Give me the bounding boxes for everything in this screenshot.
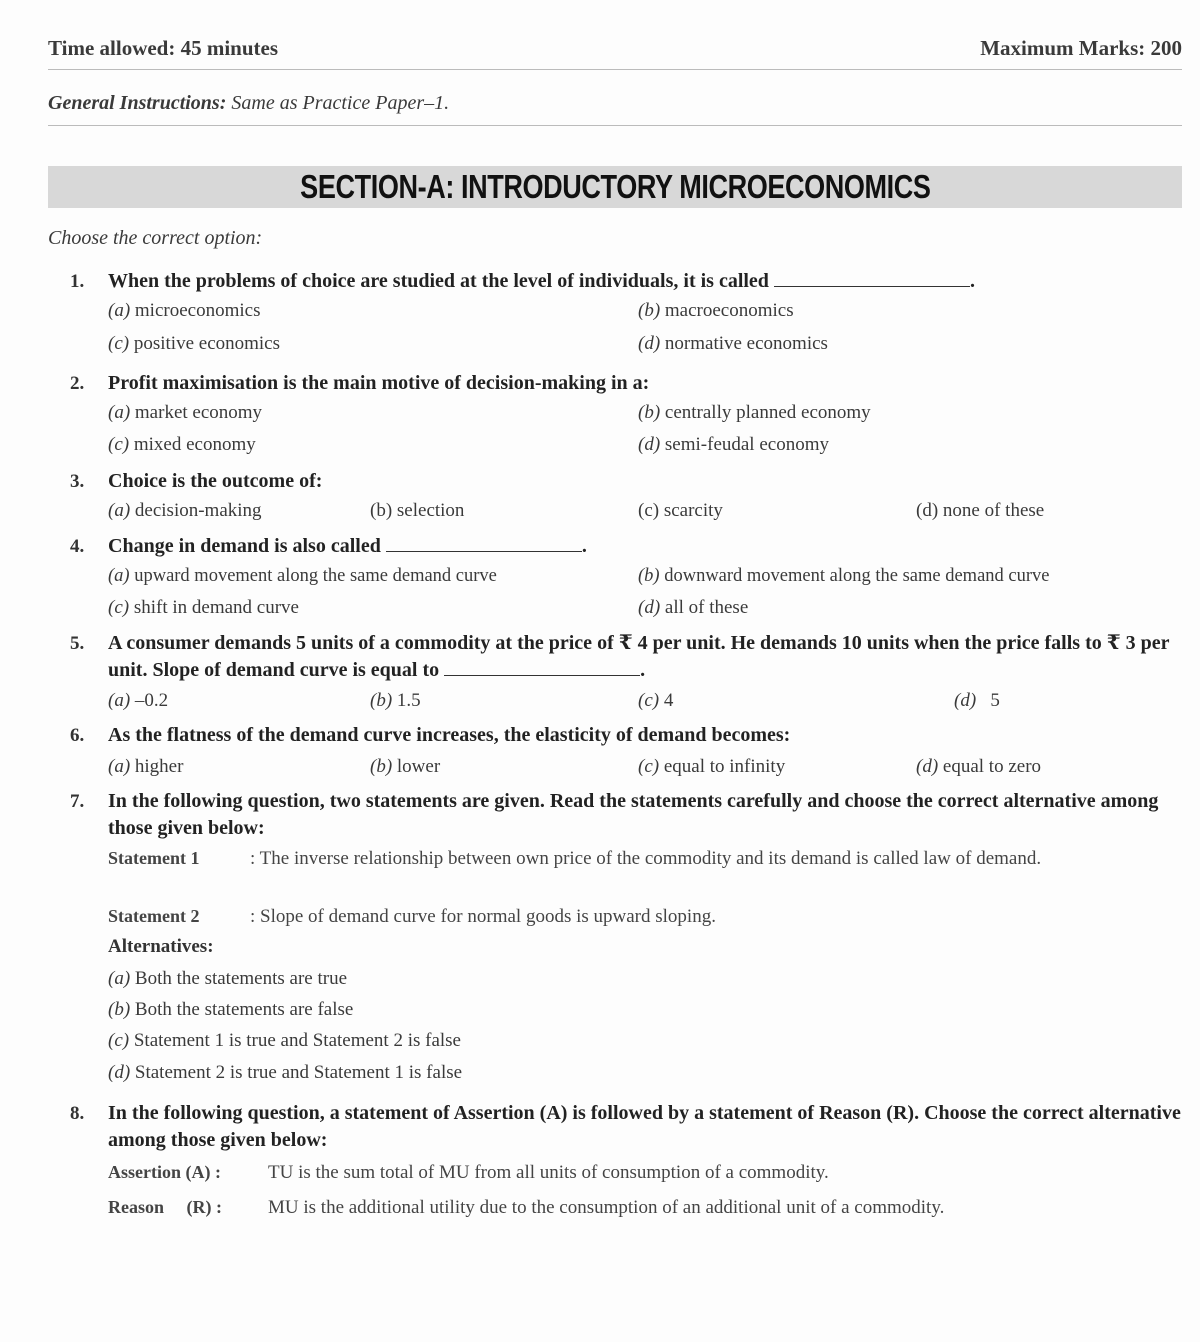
option-a[interactable]: (a) market economy [108,402,263,423]
time-allowed: Time allowed: 45 minutes [48,36,279,60]
answer-blank [444,657,640,676]
question-7-text: In the following question, two statements are given. Read the statements carefully and choose the correct alternative among those given below: [108,790,1159,839]
option-d[interactable]: (d) normative economics [638,333,828,354]
option-a[interactable]: (a) microeconomics [108,300,261,321]
option-d[interactable]: (d) all of these [638,597,749,618]
option-c[interactable]: (c) 4 [638,690,674,711]
reason-text: MU is the additional utility due to the consumption of an additional unit of a commodity. [268,1197,945,1218]
general-instructions [48,92,1182,126]
option-b[interactable]: (b) selection [370,500,465,521]
option-c[interactable]: (c) positive economics [108,333,281,354]
option-d[interactable]: (d) Statement 2 is true and Statement 1 is false [108,1062,463,1083]
option-a[interactable]: (a) decision-making [108,500,262,521]
option-b[interactable]: (b) 1.5 [370,690,421,711]
answer-blank [774,268,970,287]
question-number: 6. [70,725,85,746]
option-d[interactable]: (d) semi-feudal economy [638,434,829,455]
statement-1-text: : The inverse relationship between own price of the commodity and its demand is called law of demand. [250,848,1042,869]
section-title-text: SECTION-A: INTRODUCTORY MICROECONOMICS [299,168,931,205]
question-text: A consumer demands 5 units of a commodity at the price of ₹ 4 per unit. He demands 10 units when the price falls to ₹ 3 per unit. Slope of demand curve is equal to . [108,632,1170,681]
question-text: When the problems of choice are studied at the level of individuals, it is called . [108,270,975,292]
question-4-text: Change in demand is also called [108,535,381,557]
assertion-label: Assertion (A) : [108,1162,221,1182]
option-c[interactable]: (c) scarcity [638,500,723,521]
option-b[interactable]: (b) downward movement along the same demand curve [638,566,1050,586]
question-number: 5. [70,633,85,654]
question-number: 7. [70,791,85,812]
question-6-text: As the flatness of the demand curve increases, the elasticity of demand becomes: [108,724,791,746]
option-b[interactable]: (b) macroeconomics [638,300,794,321]
alternatives-label: Alternatives: [108,936,214,957]
option-c[interactable]: (c) mixed economy [108,434,256,455]
choose-prompt: Choose the correct option: [48,227,263,249]
question-number: 3. [70,471,85,492]
option-d[interactable]: (d) none of these [916,500,1045,521]
question-number: 4. [70,536,85,557]
question-5-text: A consumer demands 5 units of a commodity at the price of ₹ 4 per unit. He demands 10 units when the price falls to ₹ 3 per unit. Slope of demand curve is equal to [108,632,1170,681]
question-1-text: When the problems of choice are studied at the level of individuals, it is called [108,270,769,292]
statement-2-text: : Slope of demand curve for normal goods is upward sloping. [250,906,716,927]
question-8-text: In the following question, a statement of Assertion (A) is followed by a statement of Reason (R). Choose the correct alternative among those given below: [108,1102,1181,1151]
option-c[interactable]: (c) shift in demand curve [108,597,299,618]
option-d[interactable]: (d) 5 [954,690,1000,711]
option-c[interactable]: (c) Statement 1 is true and Statement 2 is false [108,1030,461,1051]
option-a[interactable]: (a) upward movement along the same demand curve [108,566,497,586]
statement-1-label: Statement 1 [108,848,200,868]
question-number: 8. [70,1103,85,1124]
question-3-text: Choice is the outcome of: [108,470,323,492]
option-a[interactable]: (a) –0.2 [108,690,169,711]
assertion-text: TU is the sum total of MU from all units of consumption of a commodity. [268,1162,829,1183]
answer-blank [386,533,582,552]
paper-header [48,36,1182,70]
option-b[interactable]: (b) centrally planned economy [638,402,871,423]
question-number: 1. [70,271,85,292]
question-text: Change in demand is also called . [108,535,587,557]
option-d[interactable]: (d) equal to zero [916,756,1042,777]
question-number: 2. [70,373,85,394]
option-c[interactable]: (c) equal to infinity [638,756,786,777]
maximum-marks: Maximum Marks: 200 [980,36,1182,60]
option-a[interactable]: (a) Both the statements are true [108,968,348,989]
option-b[interactable]: (b) Both the statements are false [108,999,354,1020]
option-a[interactable]: (a) higher [108,756,184,777]
instructions-label: General Instructions: [48,92,227,114]
section-title [48,166,1182,208]
statement-2-label: Statement 2 [108,906,200,926]
instructions-text: Same as Practice Paper–1. [231,92,450,114]
option-b[interactable]: (b) lower [370,756,441,777]
reason-label: Reason (R) : [108,1197,222,1217]
question-2-text: Profit maximisation is the main motive of decision-making in a: [108,372,650,394]
